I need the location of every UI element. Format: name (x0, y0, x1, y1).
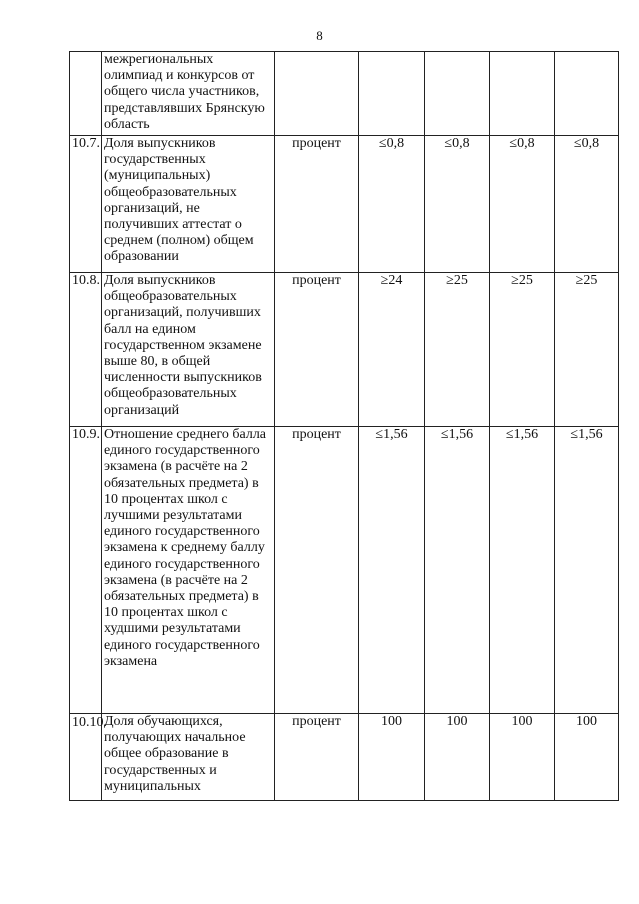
page-number: 8 (316, 28, 323, 43)
value-cell (490, 52, 555, 136)
row-number (70, 52, 102, 136)
value-cell: ≥24 (359, 273, 425, 427)
value-cell: 100 (490, 714, 555, 801)
value-cell (359, 52, 425, 136)
value-cell: ≤0,8 (425, 136, 490, 273)
table-row (70, 714, 619, 801)
unit-cell: процент (275, 714, 359, 801)
unit-cell: процент (275, 273, 359, 427)
value-cell: 100 (425, 714, 490, 801)
unit-cell: процент (275, 136, 359, 273)
value-cell: 100 (555, 714, 619, 801)
unit-cell: процент (275, 427, 359, 714)
value-cell: ≥25 (490, 273, 555, 427)
value-cell: ≤1,56 (490, 427, 555, 714)
unit-cell (275, 52, 359, 136)
value-cell (555, 52, 619, 136)
table-row (70, 136, 619, 273)
table-row (70, 273, 619, 427)
row-number: 10.9. (70, 427, 102, 714)
value-cell: ≤0,8 (555, 136, 619, 273)
value-cell: ≥25 (425, 273, 490, 427)
row-number: 10.10. (70, 714, 102, 801)
indicator-name: Доля выпускников государственных (муниципальных) общеобразовательных организаций, не получивших аттестат о среднем (полном) общем образовании (102, 136, 275, 273)
row-number: 10.8. (70, 273, 102, 427)
indicator-name: Доля выпускников общеобразовательных организаций, получивших балл на едином государственном экзамене выше 80, в общей численности выпускников общеобразовательных организаций (102, 273, 275, 427)
value-cell: ≥25 (555, 273, 619, 427)
value-cell: ≤0,8 (359, 136, 425, 273)
indicator-name: Доля обучающихся, получающих начальное общее образование в государственных и муниципальных (102, 714, 275, 801)
indicators-table (69, 51, 619, 801)
value-cell: ≤1,56 (555, 427, 619, 714)
value-cell (425, 52, 490, 136)
value-cell: ≤1,56 (425, 427, 490, 714)
value-cell: ≤0,8 (490, 136, 555, 273)
value-cell: ≤1,56 (359, 427, 425, 714)
indicator-name: межрегиональных олимпиад и конкурсов от общего числа участников, представлявших Брянскую область (102, 52, 275, 136)
value-cell: 100 (359, 714, 425, 801)
indicator-name: Отношение среднего балла единого государственного экзамена (в расчёте на 2 обязательных предмета) в 10 процентах школ с лучшими результатами единого государственного экзамена к среднему баллу единого государственного экзамена (в расчёте на 2 обязательных предмета) в 10 процентах школ с худшими результатами единого государственного экзамена (102, 427, 275, 714)
table-row (70, 52, 619, 136)
table-row (70, 427, 619, 714)
row-number: 10.7. (70, 136, 102, 273)
